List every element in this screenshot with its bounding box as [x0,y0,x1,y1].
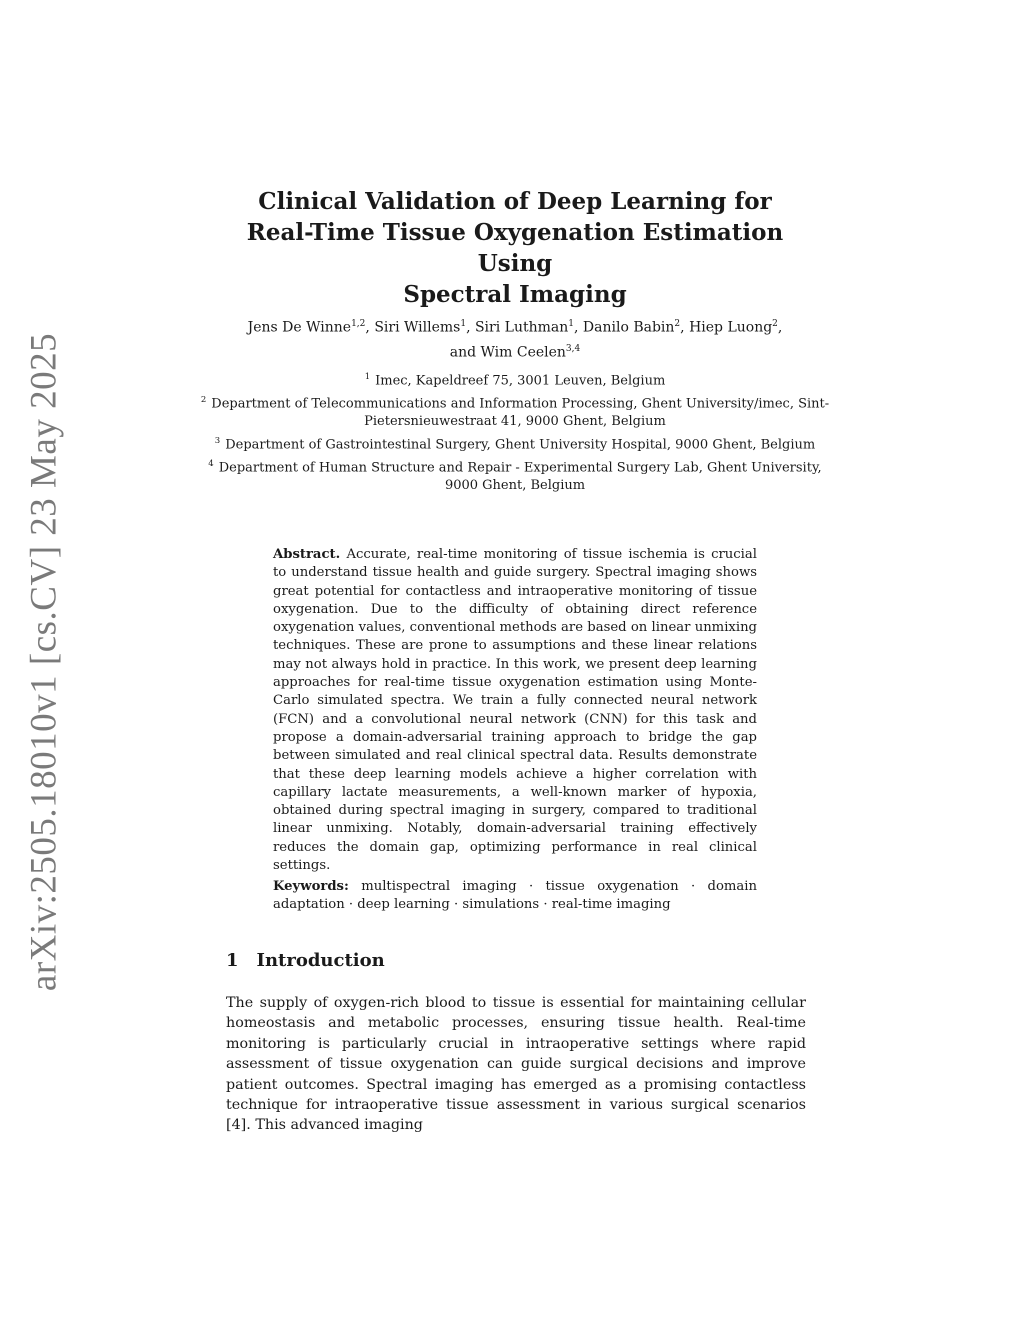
affiliation-text: Department of Human Structure and Repair - Experimental Surgery Lab, Ghent University, 9000 Ghent, Belgium [218,459,822,494]
affiliation-list [200,368,830,496]
affiliation-marker: 3 [214,435,221,446]
introduction-paragraph: The supply of oxygen-rich blood to tissue is essential for maintaining cellular homeostasis and metabolic processes, ensuring tissue health. Real-time monitoring is particularly crucial in intraoperative settings where rapid assessment of tissue oxygenation can guide surgical decisions and improve patient outcomes. Spectral imaging has emerged as a promising contactless technique for intraoperative tissue assessment in various surgical scenarios [4]. This advanced imaging [226,995,806,1134]
author-name: Hiep Luong [689,319,773,336]
author-separator: , [365,319,375,336]
author-separator: , [466,319,475,336]
affiliation-text: Imec, Kapeldreef 75, 3001 Leuven, Belgium [375,373,666,389]
arxiv-identifier-stamp: arXiv:2505.18010v1 [cs.CV] 23 May 2025 [23,332,65,992]
section-number: 1 [226,950,239,971]
title-line: Real-Time Tissue Oxygenation Estimation Using [246,219,784,277]
author-name: Siri Luthman [474,319,569,336]
author-list [210,314,820,363]
abstract-text: Accurate, real-time monitoring of tissue ischemia is crucial to understand tissue health and guide surgery. Spectral imaging shows great potential for contactless and intraoperative monitoring of tissue oxygenation. Due to the difficulty of obtaining direct reference oxygenation values, conventional methods are based on linear unmixing techniques. These are prone to assumptions and these linear relations may not always hold in practice. In this work, we present deep learning approaches for real-time tissue oxygenation estimation using Monte-Carlo simulated spectra. We train a fully connected neural network (FCN) and a convolutional neural network (CNN) for this task and propose a domain-adversarial training approach to bridge the gap between simulated and real clinical spectral data. Results demonstrate that these deep learning models achieve a higher correlation with capillary lactate measurements, a well-known marker of hypoxia, obtained during spectral imaging in surgery, compared to traditional linear unmixing. Notably, domain-adversarial training effectively reduces the domain gap, optimizing performance in real clinical settings. [273,547,757,874]
author-separator: , [680,319,690,336]
author-name: Danilo Babin [582,319,675,336]
keywords-label: Keywords: [273,879,349,894]
affiliation-item [200,391,830,432]
author-name: Siri Willems [374,319,461,336]
author-affiliation-marker: 1,2 [351,319,366,329]
author-affiliation-marker: 1 [460,319,467,329]
affiliation-text: Department of Gastrointestinal Surgery, Ghent University Hospital, 9000 Ghent, Belgium [225,437,816,453]
affiliation-item [200,455,830,496]
author-name: and Wim Ceelen [449,344,566,361]
keywords-text: multispectral imaging · tissue oxygenation · domain adaptation · deep learning · simulations · real-time imaging [273,879,757,913]
affiliation-marker: 4 [208,458,214,469]
abstract-block [273,546,757,875]
section-title: Introduction [256,950,385,971]
title-line: Clinical Validation of Deep Learning for [258,188,772,215]
section-heading [226,950,385,971]
affiliation-marker: 1 [364,372,371,382]
affiliation-item [200,432,830,455]
author-name: Jens De Winne [247,319,352,336]
author-affiliation-marker: 3,4 [565,343,581,354]
author-affiliation-marker: 2 [674,319,681,329]
author-affiliation-marker: 1 [568,319,574,329]
affiliation-text: Department of Telecommunications and Information Processing, Ghent University/imec, Sint-Pietersnieuwestraat 41, 9000 Ghent, Belgium [211,396,830,430]
affiliation-item [200,368,830,391]
author-affiliation-marker: 2 [772,319,778,329]
keywords-block [273,878,757,915]
affiliation-marker: 2 [200,394,207,405]
author-separator: , [777,319,783,336]
abstract-label: Abstract. [273,547,341,562]
paper-title [210,186,820,310]
author-separator: , [574,319,583,336]
title-line: Spectral Imaging [403,281,627,308]
